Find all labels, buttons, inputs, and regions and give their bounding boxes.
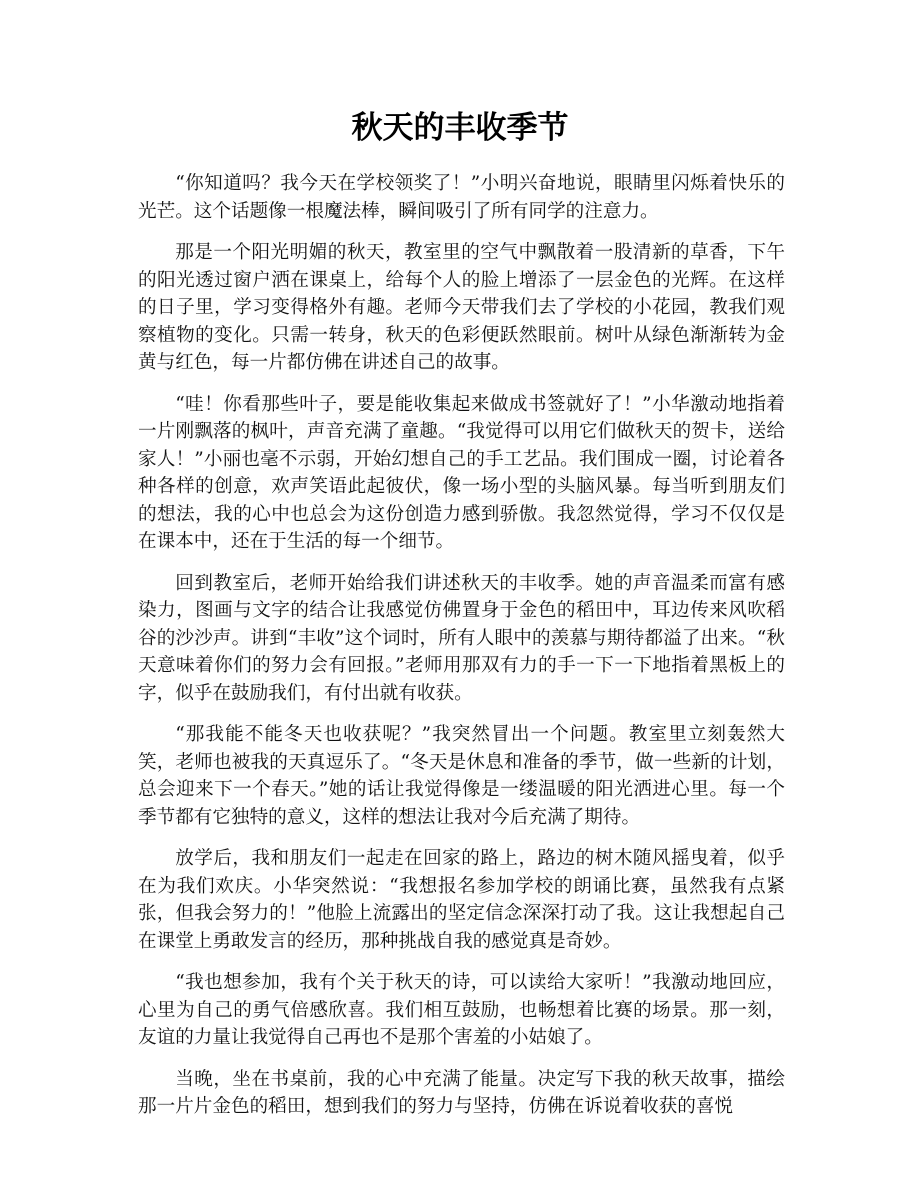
- paragraph: “那我能不能冬天也收获呢？”我突然冒出一个问题。教室里立刻轰然大笑，老师也被我的天真逗乐了。“冬天是休息和准备的季节，做一些新的计划，总会迎来下一个春天。”她的话让我觉得像是一缕温暖的阳光洒进心里。每一个季节都有它独特的意义，这样的想法让我对今后充满了期待。: [138, 724, 785, 828]
- paragraph: 回到教室后，老师开始给我们讲述秋天的丰收季。她的声音温柔而富有感染力，图画与文字的结合让我感觉仿佛置身于金色的稻田中，耳边传来风吹稻谷的沙沙声。讲到“丰收”这个词时，所有人眼中的羡慕与期待都溢了出来。“秋天意味着你们的努力会有回报。”老师用那双有力的手一下一下地指着黑板上的字，似乎在鼓励我们，有付出就有收获。: [138, 572, 785, 704]
- paragraph: 那是一个阳光明媚的秋天，教室里的空气中飘散着一股清新的草香，下午的阳光透过窗户洒在课桌上，给每个人的脸上增添了一层金色的光辉。在这样的日子里，学习变得格外有趣。老师今天带我们去了学校的小花园，教我们观察植物的变化。只需一转身，秋天的色彩便跃然眼前。树叶从绿色渐渐转为金黄与红色，每一片都仿佛在讲述自己的故事。: [138, 242, 785, 373]
- paragraph: 放学后，我和朋友们一起走在回家的路上，路边的树木随风摇曳着，似乎在为我们欢庆。小华突然说：“我想报名参加学校的朗诵比赛，虽然我有点紧张，但我会努力的！”他脸上流露出的坚定信念深深打动了我。这让我想起自己在课堂上勇敢发言的经历，那种挑战自我的感觉真是奇妙。: [138, 848, 785, 952]
- document-body: [138, 170, 785, 1135]
- paragraph: “我也想参加，我有个关于秋天的诗，可以读给大家听！”我激动地回应，心里为自己的勇气倍感欣喜。我们相互鼓励，也畅想着比赛的场景。那一刻，友谊的力量让我觉得自己再也不是那个害羞的小姑娘了。: [138, 972, 785, 1048]
- paragraph: “哇！你看那些叶子，要是能收集起来做成书签就好了！”小华激动地指着一片刚飘落的枫叶，声音充满了童趣。“我觉得可以用它们做秋天的贺卡，送给家人！”小丽也毫不示弱，开始幻想自己的手工艺品。我们围成一圈，讨论着各种各样的创意，欢声笑语此起彼伏，像一场小型的头脑风暴。每当听到朋友们的想法，我的心中也总会为这份创造力感到骄傲。我忽然觉得，学习不仅仅是在课本中，还在于生活的每一个细节。: [138, 393, 785, 552]
- document-title: 秋天的丰收季节: [351, 110, 569, 146]
- paragraph: “你知道吗？我今天在学校领奖了！”小明兴奋地说，眼睛里闪烁着快乐的光芒。这个话题像一根魔法棒，瞬间吸引了所有同学的注意力。: [138, 173, 785, 222]
- paragraph: 当晚，坐在书桌前，我的心中充满了能量。决定写下我的秋天故事，描绘那一片片金色的稻田，想到我们的努力与坚持，仿佛在诉说着收获的喜悦: [138, 1068, 785, 1117]
